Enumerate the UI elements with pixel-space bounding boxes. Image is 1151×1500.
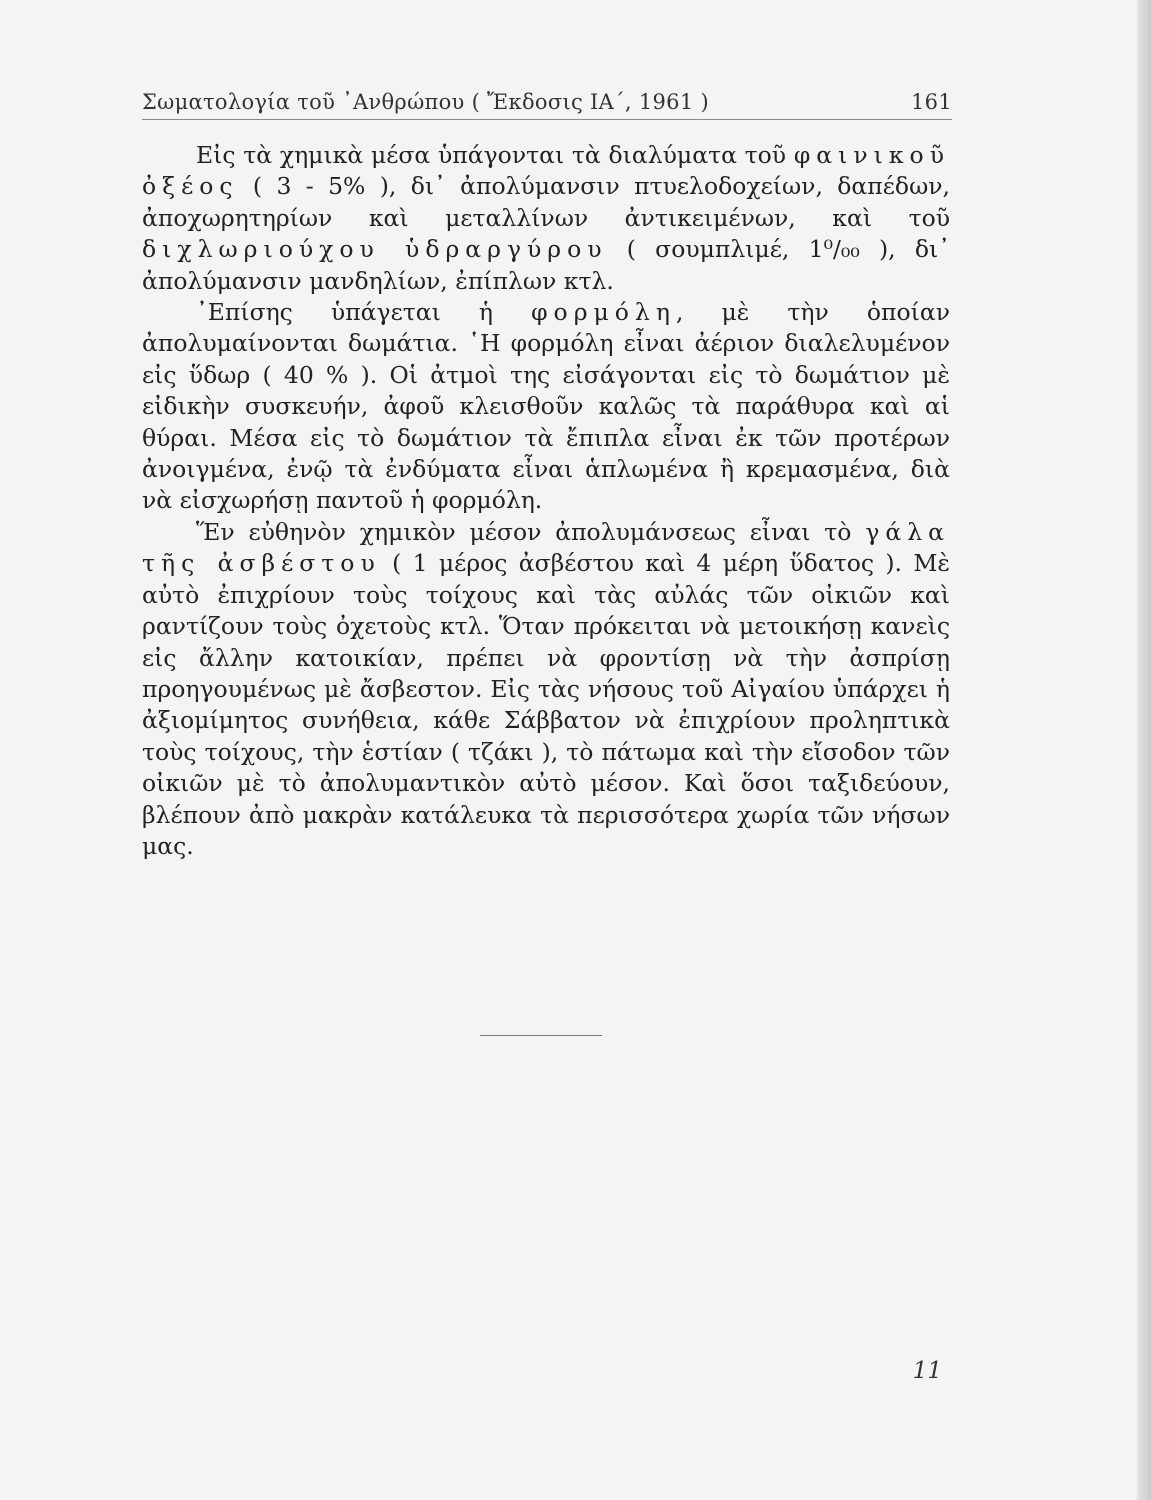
paragraph-3: Ἕν εὐθηνὸν χημικὸν μέσον ἀπολυμάνσεως εἶναι τὸ γάλα τῆς ἀσβέστου ( 1 μέρος ἀσβέστου καὶ 4 μέρη ὕδατος ). Μὲ αὐτὸ ἐπιχρίουν τοὺς τοίχους καὶ τὰς αὐλάς τῶν οἰκιῶν καὶ ραντίζουν τοὺς ὀχετοὺς κτλ. Ὅταν πρόκειται νὰ μετοικήσῃ κανεὶς εἰς ἄλλην κατοικίαν, πρέπει νὰ φροντίσῃ νὰ τὴν ἀσπρίσῃ προηγουμένως μὲ ἄσβεστον. Εἰς τὰς νήσους τοῦ Αἰγαίου ὑπάρχει ἡ ἀξιομίμητος συνήθεια, κάθε Σάββατον νὰ ἐπιχρίουν προληπτικὰ τοὺς τοίχους, τὴν ἑστίαν ( τζάκι ), τὸ πάτωμα καὶ τὴν εἴσοδον τῶν οἰκιῶν μὲ τὸ ἀπολυμαντικὸν αὐτὸ μέσον. Καὶ ὅσοι ταξιδεύουν, βλέπουν ἀπὸ μακρὰν κατάλευκα τὰ περισσότερα χωρία τῶν νήσων μας. (142, 517, 950, 860)
page-number: 161 (911, 90, 952, 114)
spaced-term-phenol: φαινικοῦ ὀξέος (142, 141, 950, 201)
spaced-term-formol: φορμόλη (531, 298, 676, 327)
spaced-term-mercury-chloride: διχλωριούχου ὑδραργύρου (142, 235, 608, 264)
body-text (142, 140, 950, 862)
header-rule (142, 119, 952, 120)
page-edge-shadow (1137, 0, 1151, 1500)
signature-mark: 11 (912, 1358, 942, 1384)
running-title: Σωματολογία τοῦ ᾿Ανθρώπου ( Ἔκδοσις ΙΑ΄, 1961 ) (142, 90, 709, 114)
running-head (142, 86, 952, 120)
paragraph-2: ᾿Επίσης ὑπάγεται ἡ φορμόλη, μὲ τὴν ὁποίαν ἀπολυμαίνονται δωμάτια. ῾Η φορμόλη εἶναι ἀέριον διαλελυμένον εἰς ὕδωρ ( 40 % ). Οἱ ἀτμοὶ της εἰσάγονται εἰς τὸ δωμάτιον μὲ εἰδικὴν συσκευήν, ἀφοῦ κλεισθοῦν καλῶς τὰ παράθυρα καὶ αἱ θύραι. Μέσα εἰς τὸ δωμάτιον τὰ ἔπιπλα εἶναι ἐκ τῶν προτέρων ἀνοιγμένα, ἐνῷ τὰ ἐνδύματα εἶναι ἁπλωμένα ἢ κρεμασμένα, διὰ νὰ εἰσχωρήσῃ παντοῦ ἡ φορμόλη. (142, 298, 950, 515)
end-rule (480, 1035, 602, 1036)
spaced-term-lime-milk: γάλα τῆς ἀσβέστου (142, 517, 950, 578)
paragraph-1: Εἰς τὰ χημικὰ μέσα ὑπάγονται τὰ διαλύματα τοῦ φαινικοῦ ὀξέος ( 3 - 5% ), δι᾿ ἀπολύμανσιν πτυελοδοχείων, δαπέδων, ἀποχωρητηρίων καὶ μεταλλίνων ἀντικειμένων, καὶ τοῦ διχλωριούχου ὑδραργύρου ( σουμπλιμέ, 1⁰/₀₀ ), δι᾿ ἀπολύμανσιν μανδηλίων, ἐπίπλων κτλ. (142, 141, 950, 295)
